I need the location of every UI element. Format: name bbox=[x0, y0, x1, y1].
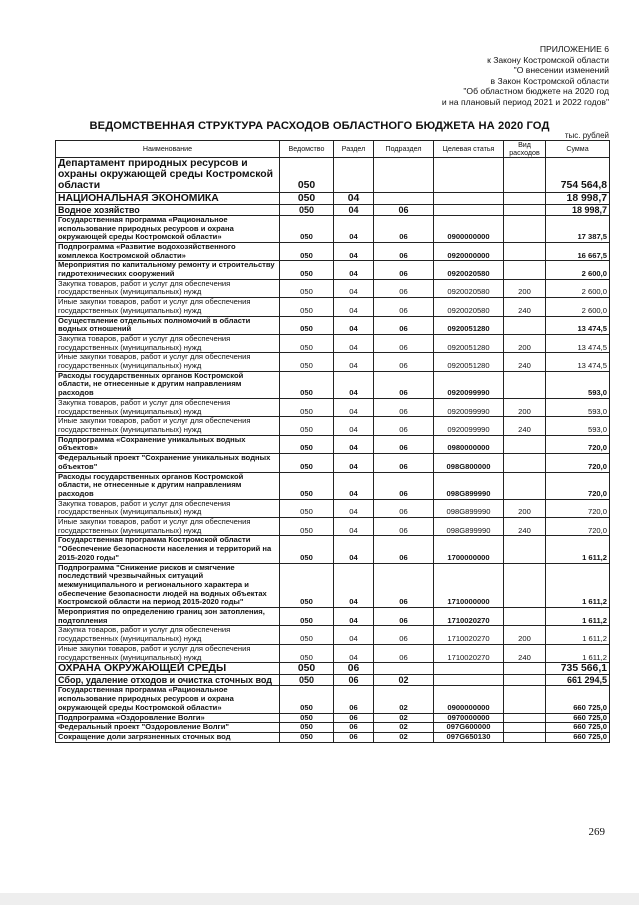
cell-target-item: 0920000000 bbox=[434, 242, 504, 260]
cell-expense-type bbox=[504, 371, 546, 398]
cell-target-item: 0920051280 bbox=[434, 353, 504, 371]
appendix-line: в Закон Костромской области bbox=[490, 75, 609, 86]
cell-department: 050 bbox=[280, 298, 334, 316]
cell-department: 050 bbox=[280, 242, 334, 260]
cell-sum: 660 725,0 bbox=[546, 686, 610, 713]
table-row bbox=[56, 215, 610, 242]
cell-department: 050 bbox=[280, 675, 334, 686]
cell-name: Мероприятия по капитальному ремонту и строительству гидротехнических сооружений bbox=[56, 261, 280, 279]
cell-expense-type: 240 bbox=[504, 417, 546, 435]
cell-department: 050 bbox=[280, 518, 334, 536]
cell-department: 050 bbox=[280, 192, 334, 204]
cell-sum: 660 725,0 bbox=[546, 713, 610, 723]
cell-subsection: 02 bbox=[374, 713, 434, 723]
cell-expense-type bbox=[504, 723, 546, 733]
cell-target-item: 0970000000 bbox=[434, 713, 504, 723]
cell-name: Иные закупки товаров, работ и услуг для обеспечения государственных (муниципальных) нужд bbox=[56, 417, 280, 435]
cell-department: 050 bbox=[280, 398, 334, 416]
cell-sum: 720,0 bbox=[546, 454, 610, 472]
appendix-line: и на плановый период 2021 и 2022 годов" bbox=[441, 96, 609, 107]
cell-sum: 2 600,0 bbox=[546, 261, 610, 279]
table-header-row bbox=[56, 141, 610, 158]
cell-name: Закупка товаров, работ и услуг для обеспечения государственных (муниципальных) нужд bbox=[56, 334, 280, 352]
cell-sum: 593,0 bbox=[546, 398, 610, 416]
cell-expense-type: 200 bbox=[504, 279, 546, 297]
cell-name: Иные закупки товаров, работ и услуг для обеспечения государственных (муниципальных) нужд bbox=[56, 518, 280, 536]
cell-department: 050 bbox=[280, 204, 334, 215]
cell-name: Подпрограмма «Развитие водохозяйственного комплекса Костромской области» bbox=[56, 242, 280, 260]
cell-department: 050 bbox=[280, 713, 334, 723]
cell-target-item: 098G899990 bbox=[434, 472, 504, 499]
cell-target-item bbox=[434, 204, 504, 215]
cell-target-item: 0980000000 bbox=[434, 435, 504, 453]
cell-target-item: 098G899990 bbox=[434, 499, 504, 517]
table-row bbox=[56, 713, 610, 723]
cell-section: 04 bbox=[334, 215, 374, 242]
cell-section: 04 bbox=[334, 298, 374, 316]
table-row bbox=[56, 417, 610, 435]
cell-section: 04 bbox=[334, 192, 374, 204]
cell-name: Иные закупки товаров, работ и услуг для обеспечения государственных (муниципальных) нужд bbox=[56, 353, 280, 371]
cell-department: 050 bbox=[280, 608, 334, 626]
cell-expense-type: 240 bbox=[504, 644, 546, 662]
cell-name: Закупка товаров, работ и услуг для обеспечения государственных (муниципальных) нужд bbox=[56, 279, 280, 297]
cell-department: 050 bbox=[280, 371, 334, 398]
cell-section: 04 bbox=[334, 316, 374, 334]
table-row bbox=[56, 723, 610, 733]
cell-expense-type bbox=[504, 192, 546, 204]
cell-name: Подпрограмма «Сохранение уникальных водных объектов» bbox=[56, 435, 280, 453]
cell-subsection: 06 bbox=[374, 536, 434, 563]
table-row bbox=[56, 499, 610, 517]
cell-target-item bbox=[434, 675, 504, 686]
cell-department: 050 bbox=[280, 663, 334, 675]
cell-expense-type: 200 bbox=[504, 626, 546, 644]
cell-section: 04 bbox=[334, 435, 374, 453]
cell-expense-type: 240 bbox=[504, 518, 546, 536]
cell-department: 050 bbox=[280, 261, 334, 279]
cell-sum: 720,0 bbox=[546, 472, 610, 499]
cell-section: 04 bbox=[334, 536, 374, 563]
cell-section: 04 bbox=[334, 626, 374, 644]
cell-subsection: 06 bbox=[374, 644, 434, 662]
cell-section: 04 bbox=[334, 454, 374, 472]
cell-sum: 1 611,2 bbox=[546, 563, 610, 608]
cell-section: 04 bbox=[334, 371, 374, 398]
cell-name: Иные закупки товаров, работ и услуг для обеспечения государственных (муниципальных) нужд bbox=[56, 298, 280, 316]
cell-name: Подпрограмма «Оздоровление Волги» bbox=[56, 713, 280, 723]
cell-subsection: 02 bbox=[374, 723, 434, 733]
cell-subsection: 06 bbox=[374, 435, 434, 453]
cell-section: 04 bbox=[334, 398, 374, 416]
cell-target-item: 0920020580 bbox=[434, 279, 504, 297]
cell-name: Государственная программа «Рациональное использование природных ресурсов и охрана окружающей среды Костромской области» bbox=[56, 686, 280, 713]
cell-expense-type bbox=[504, 686, 546, 713]
appendix-line: ПРИЛОЖЕНИЕ 6 bbox=[539, 44, 609, 54]
cell-section: 06 bbox=[334, 686, 374, 713]
cell-department: 050 bbox=[280, 334, 334, 352]
cell-department: 050 bbox=[280, 723, 334, 733]
appendix-header bbox=[442, 44, 609, 108]
table-row bbox=[56, 536, 610, 563]
cell-sum: 2 600,0 bbox=[546, 298, 610, 316]
cell-target-item: 0920020580 bbox=[434, 261, 504, 279]
cell-name: Государственная программа Костромской области "Обеспечение безопасности населения и территорий на 2015-2020 годы" bbox=[56, 536, 280, 563]
cell-target-item: 0920099990 bbox=[434, 417, 504, 435]
cell-department: 050 bbox=[280, 563, 334, 608]
cell-section: 04 bbox=[334, 279, 374, 297]
cell-expense-type: 240 bbox=[504, 298, 546, 316]
table-row bbox=[56, 454, 610, 472]
units-label: тыс. рублей bbox=[564, 131, 609, 140]
cell-department: 050 bbox=[280, 536, 334, 563]
column-header-expense-type: Вид расходов bbox=[504, 141, 546, 158]
cell-sum: 720,0 bbox=[546, 518, 610, 536]
cell-subsection: 06 bbox=[374, 371, 434, 398]
cell-name: Сбор, удаление отходов и очистка сточных вод bbox=[56, 675, 280, 686]
cell-section: 06 bbox=[334, 732, 374, 742]
cell-section: 04 bbox=[334, 472, 374, 499]
table-row bbox=[56, 518, 610, 536]
column-header-section: Раздел bbox=[334, 141, 374, 158]
cell-subsection: 06 bbox=[374, 353, 434, 371]
cell-subsection: 02 bbox=[374, 675, 434, 686]
table-row bbox=[56, 644, 610, 662]
cell-sum: 13 474,5 bbox=[546, 353, 610, 371]
cell-department: 050 bbox=[280, 499, 334, 517]
cell-sum: 661 294,5 bbox=[546, 675, 610, 686]
cell-name: Федеральный проект "Сохранение уникальных водных объектов" bbox=[56, 454, 280, 472]
table-row bbox=[56, 204, 610, 215]
cell-subsection: 06 bbox=[374, 499, 434, 517]
cell-section bbox=[334, 158, 374, 193]
cell-department: 050 bbox=[280, 435, 334, 453]
cell-section: 04 bbox=[334, 242, 374, 260]
cell-subsection: 06 bbox=[374, 279, 434, 297]
table-row bbox=[56, 371, 610, 398]
column-header-sum: Сумма bbox=[546, 141, 610, 158]
cell-name: НАЦИОНАЛЬНАЯ ЭКОНОМИКА bbox=[56, 192, 280, 204]
cell-target-item bbox=[434, 158, 504, 193]
document-title: ВЕДОМСТВЕННАЯ СТРУКТУРА РАСХОДОВ ОБЛАСТНОГО БЮДЖЕТА НА 2020 ГОД bbox=[89, 120, 550, 132]
table-row bbox=[56, 398, 610, 416]
cell-department: 050 bbox=[280, 644, 334, 662]
cell-section: 06 bbox=[334, 675, 374, 686]
cell-subsection: 06 bbox=[374, 472, 434, 499]
cell-section: 04 bbox=[334, 417, 374, 435]
table-row bbox=[56, 626, 610, 644]
cell-target-item: 097G650130 bbox=[434, 732, 504, 742]
cell-expense-type bbox=[504, 435, 546, 453]
cell-subsection: 06 bbox=[374, 454, 434, 472]
cell-subsection: 06 bbox=[374, 563, 434, 608]
table-row bbox=[56, 316, 610, 334]
cell-section: 04 bbox=[334, 261, 374, 279]
cell-department: 050 bbox=[280, 215, 334, 242]
cell-sum: 720,0 bbox=[546, 499, 610, 517]
cell-target-item: 1710020270 bbox=[434, 608, 504, 626]
table-row bbox=[56, 435, 610, 453]
cell-sum: 18 998,7 bbox=[546, 192, 610, 204]
cell-expense-type bbox=[504, 158, 546, 193]
cell-target-item: 0920020580 bbox=[434, 298, 504, 316]
cell-department: 050 bbox=[280, 686, 334, 713]
cell-target-item: 0900000000 bbox=[434, 215, 504, 242]
cell-department: 050 bbox=[280, 626, 334, 644]
cell-expense-type bbox=[504, 472, 546, 499]
cell-expense-type bbox=[504, 608, 546, 626]
cell-name: Расходы государственных органов Костромской области, не отнесенные к другим направлениям расходов bbox=[56, 472, 280, 499]
cell-target-item bbox=[434, 663, 504, 675]
cell-target-item: 1710000000 bbox=[434, 563, 504, 608]
cell-target-item: 098G899990 bbox=[434, 518, 504, 536]
cell-department: 050 bbox=[280, 472, 334, 499]
cell-name: Государственная программа «Рациональное использование природных ресурсов и охрана окружающей среды Костромской области» bbox=[56, 215, 280, 242]
cell-sum: 17 387,5 bbox=[546, 215, 610, 242]
cell-department: 050 bbox=[280, 158, 334, 193]
cell-name: ОХРАНА ОКРУЖАЮЩЕЙ СРЕДЫ bbox=[56, 663, 280, 675]
cell-target-item: 098G800000 bbox=[434, 454, 504, 472]
table-row bbox=[56, 732, 610, 742]
cell-target-item: 0920099990 bbox=[434, 398, 504, 416]
cell-department: 050 bbox=[280, 732, 334, 742]
column-header-target-item: Целевая статья bbox=[434, 141, 504, 158]
cell-target-item: 0900000000 bbox=[434, 686, 504, 713]
table-row bbox=[56, 675, 610, 686]
cell-name: Департамент природных ресурсов и охраны окружающей среды Костромской области bbox=[56, 158, 280, 193]
cell-subsection: 02 bbox=[374, 732, 434, 742]
cell-subsection bbox=[374, 158, 434, 193]
cell-sum: 13 474,5 bbox=[546, 334, 610, 352]
table-row bbox=[56, 298, 610, 316]
cell-sum: 593,0 bbox=[546, 417, 610, 435]
cell-subsection bbox=[374, 192, 434, 204]
table-row bbox=[56, 158, 610, 193]
cell-expense-type bbox=[504, 563, 546, 608]
cell-target-item: 0920051280 bbox=[434, 316, 504, 334]
cell-section: 04 bbox=[334, 518, 374, 536]
table-row bbox=[56, 353, 610, 371]
table-row bbox=[56, 563, 610, 608]
scan-edge bbox=[0, 893, 639, 905]
cell-subsection: 06 bbox=[374, 608, 434, 626]
cell-subsection: 06 bbox=[374, 215, 434, 242]
cell-expense-type bbox=[504, 204, 546, 215]
cell-name: Закупка товаров, работ и услуг для обеспечения государственных (муниципальных) нужд bbox=[56, 398, 280, 416]
cell-sum: 1 611,2 bbox=[546, 644, 610, 662]
cell-sum: 593,0 bbox=[546, 371, 610, 398]
cell-subsection: 06 bbox=[374, 316, 434, 334]
cell-expense-type bbox=[504, 732, 546, 742]
cell-name: Закупка товаров, работ и услуг для обеспечения государственных (муниципальных) нужд bbox=[56, 626, 280, 644]
column-header-department: Ведомство bbox=[280, 141, 334, 158]
cell-subsection: 06 bbox=[374, 518, 434, 536]
cell-name: Иные закупки товаров, работ и услуг для обеспечения государственных (муниципальных) нужд bbox=[56, 644, 280, 662]
cell-subsection: 06 bbox=[374, 242, 434, 260]
appendix-line: "Об областном бюджете на 2020 год bbox=[463, 86, 609, 97]
cell-name: Водное хозяйство bbox=[56, 204, 280, 215]
cell-subsection: 06 bbox=[374, 261, 434, 279]
cell-expense-type bbox=[504, 536, 546, 563]
cell-sum: 660 725,0 bbox=[546, 732, 610, 742]
appendix-line: "О внесении изменений bbox=[513, 65, 609, 76]
cell-subsection: 06 bbox=[374, 417, 434, 435]
cell-subsection: 06 bbox=[374, 626, 434, 644]
cell-expense-type bbox=[504, 713, 546, 723]
cell-expense-type bbox=[504, 675, 546, 686]
cell-department: 050 bbox=[280, 454, 334, 472]
cell-target-item: 0920051280 bbox=[434, 334, 504, 352]
cell-section: 04 bbox=[334, 204, 374, 215]
cell-name: Сокращение доли загрязненных сточных вод bbox=[56, 732, 280, 742]
cell-department: 050 bbox=[280, 316, 334, 334]
cell-subsection: 06 bbox=[374, 204, 434, 215]
cell-sum: 1 611,2 bbox=[546, 608, 610, 626]
cell-expense-type bbox=[504, 261, 546, 279]
cell-target-item bbox=[434, 192, 504, 204]
table-body bbox=[56, 158, 610, 743]
column-header-subsection: Подраздел bbox=[374, 141, 434, 158]
cell-expense-type bbox=[504, 663, 546, 675]
cell-department: 050 bbox=[280, 417, 334, 435]
table-row bbox=[56, 472, 610, 499]
cell-expense-type: 240 bbox=[504, 353, 546, 371]
cell-expense-type: 200 bbox=[504, 334, 546, 352]
table-row bbox=[56, 334, 610, 352]
cell-section: 04 bbox=[334, 563, 374, 608]
cell-department: 050 bbox=[280, 353, 334, 371]
cell-subsection: 06 bbox=[374, 298, 434, 316]
cell-subsection bbox=[374, 663, 434, 675]
cell-sum: 1 611,2 bbox=[546, 626, 610, 644]
table-row bbox=[56, 261, 610, 279]
cell-expense-type bbox=[504, 316, 546, 334]
page-number: 269 bbox=[588, 826, 605, 838]
cell-sum: 13 474,5 bbox=[546, 316, 610, 334]
cell-section: 04 bbox=[334, 334, 374, 352]
cell-section: 04 bbox=[334, 353, 374, 371]
cell-sum: 720,0 bbox=[546, 435, 610, 453]
cell-section: 04 bbox=[334, 608, 374, 626]
cell-target-item: 1700000000 bbox=[434, 536, 504, 563]
cell-expense-type: 200 bbox=[504, 398, 546, 416]
cell-subsection: 02 bbox=[374, 686, 434, 713]
cell-subsection: 06 bbox=[374, 398, 434, 416]
cell-expense-type bbox=[504, 242, 546, 260]
table-row bbox=[56, 192, 610, 204]
cell-section: 04 bbox=[334, 499, 374, 517]
cell-sum: 735 566,1 bbox=[546, 663, 610, 675]
table-row bbox=[56, 608, 610, 626]
cell-sum: 1 611,2 bbox=[546, 536, 610, 563]
column-header-name: Наименование bbox=[56, 141, 280, 158]
cell-expense-type: 200 bbox=[504, 499, 546, 517]
cell-name: Подпрограмма "Снижение рисков и смягчение последствий чрезвычайных ситуаций межмуниципального и регионального характера и обеспечение безопасности людей на водных объектах Костромской области на период 2015-2020 годы" bbox=[56, 563, 280, 608]
cell-target-item: 097G600000 bbox=[434, 723, 504, 733]
cell-name: Расходы государственных органов Костромской области, не отнесенные к другим направлениям расходов bbox=[56, 371, 280, 398]
cell-name: Мероприятия по определению границ зон затопления, подтопления bbox=[56, 608, 280, 626]
cell-section: 06 bbox=[334, 723, 374, 733]
table-row bbox=[56, 279, 610, 297]
cell-sum: 660 725,0 bbox=[546, 723, 610, 733]
cell-expense-type bbox=[504, 454, 546, 472]
cell-department: 050 bbox=[280, 279, 334, 297]
budget-table bbox=[55, 140, 610, 743]
cell-section: 06 bbox=[334, 713, 374, 723]
cell-section: 06 bbox=[334, 663, 374, 675]
cell-subsection: 06 bbox=[374, 334, 434, 352]
cell-expense-type bbox=[504, 215, 546, 242]
cell-name: Закупка товаров, работ и услуг для обеспечения государственных (муниципальных) нужд bbox=[56, 499, 280, 517]
cell-name: Осуществление отдельных полномочий в области водных отношений bbox=[56, 316, 280, 334]
table-row bbox=[56, 663, 610, 675]
cell-sum: 16 667,5 bbox=[546, 242, 610, 260]
table-row bbox=[56, 242, 610, 260]
table-row bbox=[56, 686, 610, 713]
cell-section: 04 bbox=[334, 644, 374, 662]
cell-target-item: 1710020270 bbox=[434, 626, 504, 644]
cell-target-item: 0920099990 bbox=[434, 371, 504, 398]
cell-sum: 18 998,7 bbox=[546, 204, 610, 215]
cell-sum: 2 600,0 bbox=[546, 279, 610, 297]
cell-target-item: 1710020270 bbox=[434, 644, 504, 662]
cell-sum: 754 564,8 bbox=[546, 158, 610, 193]
appendix-line: к Закону Костромской области bbox=[487, 54, 609, 65]
cell-name: Федеральный проект "Оздоровление Волги" bbox=[56, 723, 280, 733]
